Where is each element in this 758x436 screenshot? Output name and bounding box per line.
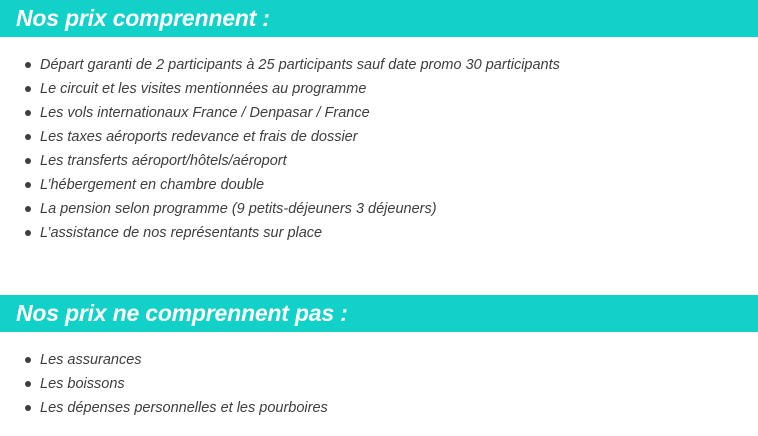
list-item (25, 101, 758, 125)
list-item-text: L’hébergement en chambre double (40, 177, 265, 193)
bullet-icon (25, 206, 31, 212)
bullet-icon (25, 158, 31, 164)
bullet-icon (25, 62, 31, 68)
included-header (0, 0, 758, 37)
excluded-title: Nos prix ne comprennent pas : (16, 300, 348, 326)
list-item (25, 125, 758, 149)
excluded-header (0, 295, 758, 332)
list-item-text: Les transferts aéroport/hôtels/aéroport (40, 153, 287, 169)
bullet-icon (25, 357, 31, 363)
bullet-icon (25, 405, 31, 411)
bullet-icon (25, 182, 31, 188)
list-item-text: La pension selon programme (9 petits-déjeuners 3 déjeuners) (40, 201, 437, 217)
included-title: Nos prix comprennent : (16, 5, 270, 31)
bullet-icon (25, 134, 31, 140)
list-item (25, 149, 758, 173)
list-item (25, 197, 758, 221)
list-item-text: L’assistance de nos représentants sur place (40, 225, 323, 241)
list-item-text: Le circuit et les visites mentionnées au programme (40, 81, 367, 97)
list-item-text: Les assurances (40, 352, 142, 368)
list-item (25, 77, 758, 101)
list-item (25, 348, 758, 372)
bullet-icon (25, 381, 31, 387)
list-item-text: Les dépenses personnelles et les pourboires (40, 400, 328, 416)
list-item-text: Les boissons (40, 376, 125, 392)
bullet-icon (25, 110, 31, 116)
list-item (25, 396, 758, 420)
list-item-text: Départ garanti de 2 participants à 25 participants sauf date promo 30 participants (40, 57, 560, 73)
included-list (0, 53, 758, 245)
list-item-text: Les taxes aéroports redevance et frais de dossier (40, 129, 358, 145)
excluded-list (0, 348, 758, 420)
list-item-text: Les vols internationaux France / Denpasar / France (40, 105, 370, 121)
excluded-section (0, 295, 758, 420)
list-item (25, 372, 758, 396)
list-item (25, 53, 758, 77)
list-item (25, 221, 758, 245)
bullet-icon (25, 230, 31, 236)
list-item (25, 173, 758, 197)
bullet-icon (25, 86, 31, 92)
